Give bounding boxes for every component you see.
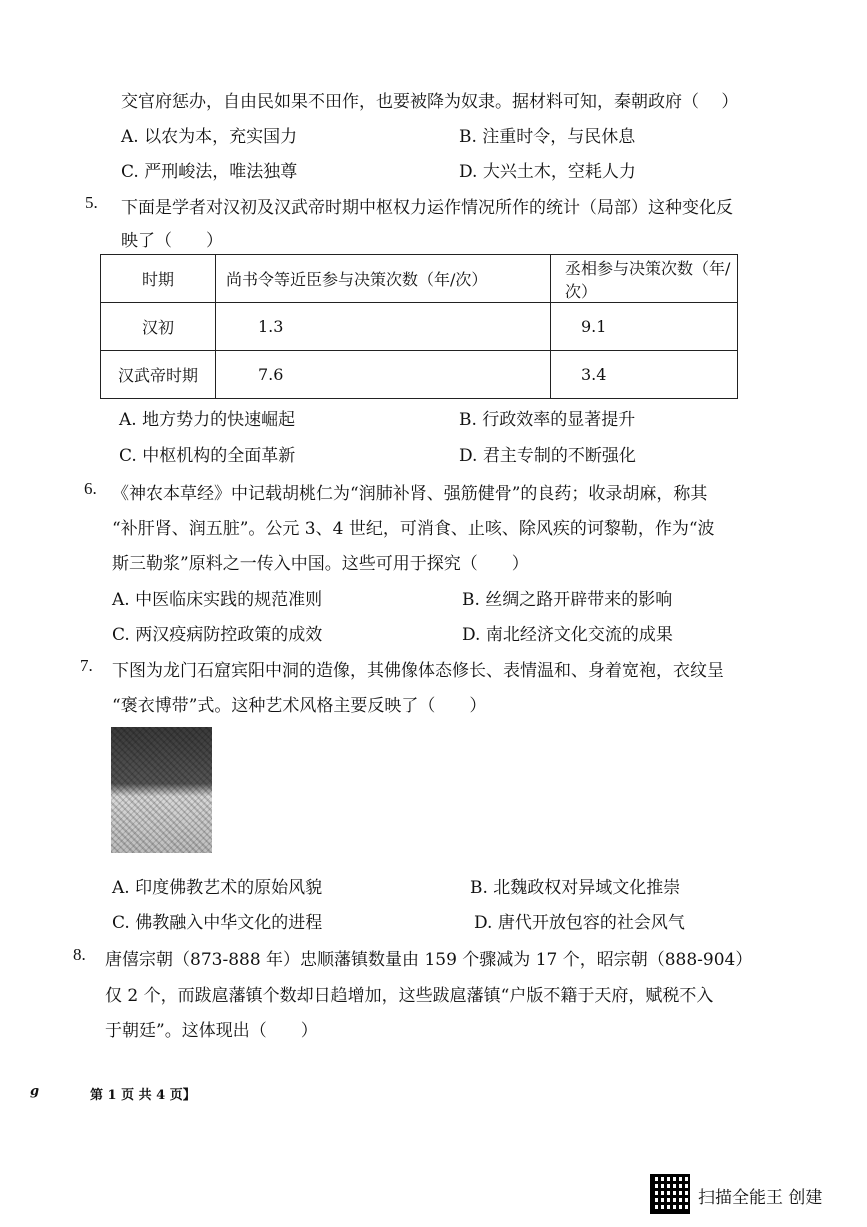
q4-option-a: A. 以农为本，充实国力 [121,127,298,147]
q4-option-c: C. 严刑峻法，唯法独尊 [121,162,298,182]
table-header-row [101,255,738,303]
q5-number: 5. [85,193,98,212]
q7-option-b: B. 北魏政权对异域文化推崇 [470,878,681,898]
q6-number: 6. [84,479,97,498]
q5-option-d: D. 君主专制的不断强化 [459,446,636,466]
q4-option-d: D. 大兴土木，空耗人力 [459,162,636,182]
scanner-watermark: 扫描全能王 创建 [698,1188,823,1208]
page-number: 第 1 页 共 4 页】 [90,1088,196,1103]
q5-stem-line1: 下面是学者对汉初及汉武帝时期中枢权力运作情况所作的统计（局部）这种变化反 [121,198,733,218]
table-header-cell: 时期 [101,255,216,303]
table-row [101,351,738,399]
table-header-cell: 尚书令等近臣参与决策次数（年/次） [216,255,551,303]
table-cell-value: 9.1 [551,303,738,351]
q8-stem-line2: 仅 2 个，而跋扈藩镇个数却日趋增加，这些跋扈藩镇“户版不籍于天府，赋税不入 [105,986,714,1006]
q7-number: 7. [80,656,93,675]
q5-stem-line2: 映了（ ） [121,231,223,251]
longmen-grotto-photo [111,727,212,853]
q4-option-b: B. 注重时令，与民休息 [459,127,636,147]
q7-stem-line2: “褒衣博带”式。这种艺术风格主要反映了（ ） [112,696,487,716]
table-cell-period: 汉初 [101,303,216,351]
q6-option-b: B. 丝绸之路开辟带来的影响 [462,590,673,610]
q5-statistics-table [100,254,738,399]
q6-option-d: D. 南北经济文化交流的成果 [462,625,673,645]
q8-number: 8. [73,945,86,964]
q6-option-a: A. 中医临床实践的规范准则 [112,590,323,610]
q6-stem-line1: 《神农本草经》中记载胡桃仁为“润肺补肾、强筋健骨”的良药；收录胡麻，称其 [112,484,708,504]
q7-option-a: A. 印度佛教艺术的原始风貌 [112,878,323,898]
q7-option-c: C. 佛教融入中华文化的进程 [112,913,323,933]
q6-option-c: C. 两汉疫病防控政策的成效 [112,625,323,645]
table-row [101,303,738,351]
qr-code-icon [652,1176,688,1212]
q7-stem-line1: 下图为龙门石窟宾阳中洞的造像，其佛像体态修长、表情温和、身着宽袍，衣纹呈 [112,661,724,681]
q7-option-d: D. 唐代开放包容的社会风气 [474,913,685,933]
table-cell-value: 3.4 [551,351,738,399]
q5-option-a: A. 地方势力的快速崛起 [119,410,296,430]
q6-stem-line3: 斯三勒浆”原料之一传入中国。这些可用于探究（ ） [112,554,529,574]
table-cell-value: 1.3 [216,303,551,351]
q8-stem-line3: 于朝廷”。这体现出（ ） [105,1021,318,1041]
table-cell-period: 汉武帝时期 [101,351,216,399]
table-header-cell: 丞相参与决策次数（年/次） [551,255,738,303]
footer-mark: g [30,1084,40,1099]
q6-stem-line2: “补肝肾、润五脏”。公元 3、4 世纪，可消食、止咳、除风疾的诃黎勒，作为“波 [112,519,715,539]
table-cell-value: 7.6 [216,351,551,399]
q8-stem-line1: 唐僖宗朝（873-888 年）忠顺藩镇数量由 159 个骤减为 17 个，昭宗朝（888-904） [105,950,753,970]
q5-option-c: C. 中枢机构的全面革新 [119,446,296,466]
q5-option-b: B. 行政效率的显著提升 [459,410,636,430]
q4-stem-continuation: 交官府惩办，自由民如果不田作，也要被降为奴隶。据材料可知，秦朝政府（ ） [121,92,739,112]
